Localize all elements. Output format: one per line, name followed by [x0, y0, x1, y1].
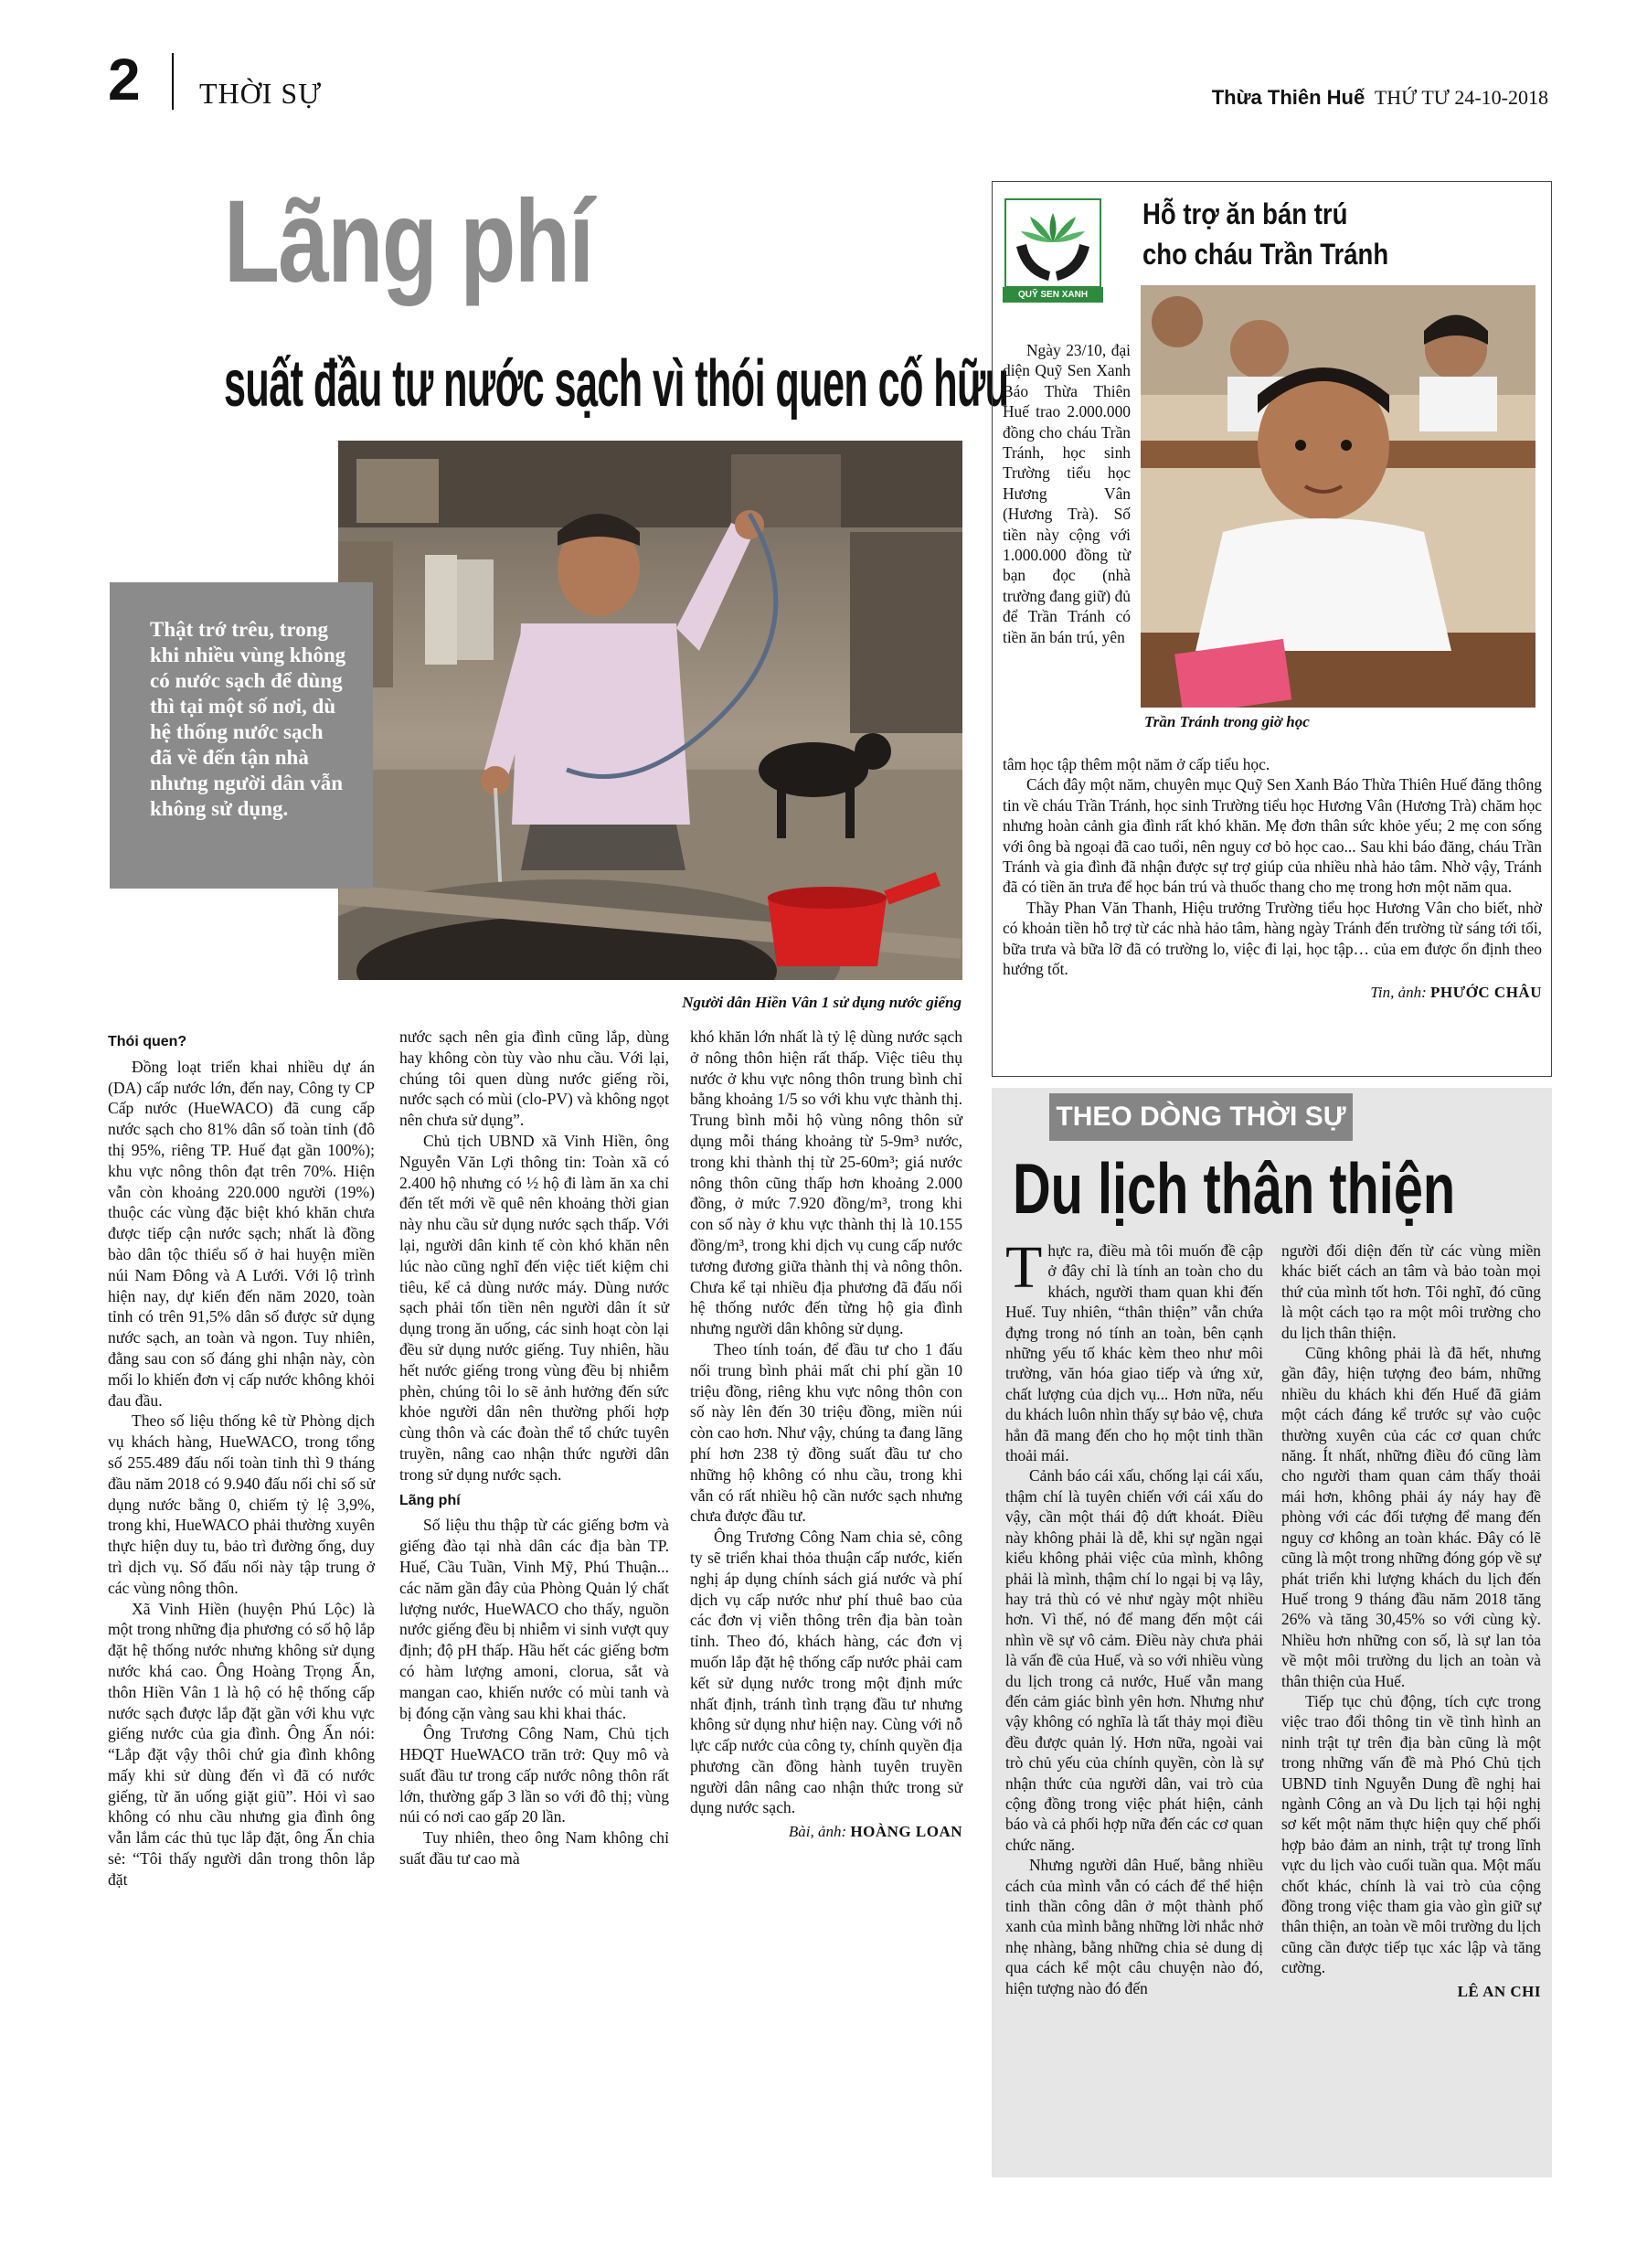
article-paragraph: Theo tính toán, để đầu tư cho 1 đấu nối trung bình phải mất chi phí gần 10 triệu đồng, riêng khu vực nông thôn con số này lên đến 30 triệu đồng, miền núi còn cao hơn. Như vậy, chúng ta đang lãng phí hơn 238 tỷ đồng suất đầu tư cho những hộ không có nhu cầu, trong khi vẫn có rất nhiều hộ cần nước sạch nhưng chưa được đầu tư.: [690, 1339, 962, 1526]
opinion-paragraph: Nhưng người dân Huế, bằng nhiều cách của mình vẫn có cách để thể hiện tinh thần công dân ở một thành phố xanh của mình bằng những lời nhắc nhở nhẹ nhàng, bằng những chia sẻ dung dị qua cách kể một câu chuyện nào đó, hiện tượng nào đó đến: [1005, 1856, 1263, 1997]
main-photo-caption: Người dân Hiền Vân 1 sử dụng nước giếng: [682, 994, 962, 1011]
student-photo-illustration: [1141, 285, 1535, 708]
article-paragraph: Chủ tịch UBND xã Vinh Hiền, ông Nguyễn Văn Lợi thông tin: Toàn xã có 2.400 hộ nhưng có ½ hộ đi làm ăn xa chỉ đến tết mới về quê nên khoảng thời gian này nhu cầu sử dụng nước sạch thấp. Với lại, người dân kinh tế còn khó khăn nên lúc nào cũng nghĩ đến việc tiết kiệm chi tiêu, kể cả dùng nước máy. Dùng nước sạch phải tốn tiền nên người dân ít sử dụng trong ăn uống, các sinh hoạt còn lại đều sử dụng nước giếng. Tuy nhiên, hầu hết nước giếng trong vùng đều bị nhiễm phèn, chúng tôi lo sẽ ảnh hưởng đến sức khỏe người dân nên thường phối hợp cùng thôn và các đoàn thể tổ chức tuyên truyền, nâng cao nhận thức người dân trong sử dụng nước sạch.: [399, 1131, 669, 1484]
opinion-label: THEO DÒNG THỜI SỰ: [1049, 1093, 1353, 1141]
charity-paragraph-narrow: Ngày 23/10, đại diện Quỹ Sen Xanh Báo Thừa Thiên Huế trao 2.000.000 đồng cho cháu Trần Tránh, học sinh Trường tiểu học Hương Vân (Hương Trà). Số tiền này cộng với 1.000.000 đồng từ bạn đọc (nhà trường đang giữ) đủ để Trần Tránh có tiền ăn bán trú, yên: [1003, 341, 1131, 646]
article-paragraph: Xã Vinh Hiền (huyện Phú Lộc) là một trong những địa phương có số hộ lắp đặt hệ thống nước nhưng không sử dụng nước khá cao. Ông Hoàng Trọng Ẩn, thôn Hiền Vân 1 là hộ có hệ thống cấp nước sạch được lắp đặt gần với khu vực giếng nước của gia đình. Ông Ẩn nói: “Lắp đặt vậy thôi chứ gia đình không mấy khi sử dùng đến vì đã có nước giếng, từ ăn uống giặt giũ”. Hỏi vì sao không có nhu cầu nhưng gia đình ông vẫn lắm các thủ tục lắp đặt, ông Ẩn chia sẻ: “Tôi thấy người dân trong thôn lắp đặt: [108, 1599, 375, 1889]
article-paragraph: khó khăn lớn nhất là tỷ lệ dùng nước sạch ở nông thôn hiện rất thấp. Việc tiêu thụ nước ở khu vực nông thôn trung bình chỉ bằng khoảng 1/5 so với khu vực thành thị. Trung bình mỗi hộ vùng nông thôn sử dụng mỗi tháng khoảng từ 5-9m³ nước, trong khi thành thị từ 25-60m³; giá nước nông thôn cũng thấp hơn khoảng 2.000 đồng, ở mức 7.920 đồng/m³, trong khi con số này ở khu vực thành thị là 10.155 đồng/m³, trong khi dịch vụ cung cấp nước tương đương giữa thành thị và nông thôn. Chưa kể tại nhiều địa phương đã đấu nối hệ thống nước đến từng hộ gia đình nhưng người dân không sử dụng.: [690, 1028, 962, 1338]
opinion-title: Du lịch thân thiện: [1013, 1148, 1456, 1229]
author-name: HOÀNG LOAN: [850, 1823, 962, 1841]
article-paragraph: Theo số liệu thống kê từ Phòng dịch vụ khách hàng, HueWACO, trong tổng số 255.489 đấu nối toàn tỉnh thì 9 tháng đầu năm 2018 có 9.940 đấu nối chỉ số sử dụng nước bằng 0, chiếm tỷ lệ 3,9%, trong khi, HueWACO phải thường xuyên thực hiện duy tu, bảo trì đường ống, duy trì dịch vụ. Số đấu nối này tập trung ở các vùng nông thôn.: [108, 1411, 375, 1597]
opinion-paragraph: người đối diện đến từ các vùng miền khác biết cách an tâm và bảo toàn mọi thứ của mình tốt hơn. Tôi nghĩ, đó cũng là một cách tạo ra một môi trường cho du lịch thân thiện.: [1281, 1241, 1541, 1342]
article-column-1: [108, 1027, 375, 1890]
article-paragraph: Số liệu thu thập từ các giếng bơm và giếng đào tại nhà dân các địa bàn TP. Huế, Cầu Tuần, Vinh Mỹ, Phú Thuận... các năm gần đây của Phòng Quản lý chất lượng nước, HueWACO cho thấy, nguồn nước giếng đều bị nhiễm vi sinh vượt quy định; độ pH thấp. Hầu hết các giếng bơm có hàm lượng amoni, clorua, sắt và mangan cao, khiến nước có mùi tanh và bị đóng cặn vàng sau khi khai thác.: [399, 1516, 669, 1722]
well-photo: [338, 441, 962, 980]
paper-info: [1212, 86, 1548, 110]
section-name: THỜI SỰ: [199, 77, 323, 110]
student-photo: [1141, 285, 1535, 708]
student-photo-caption: Trần Tránh trong giờ học: [1144, 713, 1310, 730]
opinion-author: LÊ AN CHI: [1457, 1982, 1541, 2000]
article-column-3: [690, 1027, 962, 1843]
charity-paragraph: Thầy Phan Văn Thanh, Hiệu trưởng Trường tiểu học Hương Vân cho biết, nhờ có khoản tiền hỗ trợ từ các nhà hảo tâm, hàng ngày Tránh đến trường từ sáng tới tối, bữa trưa và bữa lỡ đã có trường lo, việc đi lại, học tập… của em được ổn định theo hướng tốt.: [1003, 898, 1542, 979]
opinion-paragraph: Cũng không phải là đã hết, nhưng gần đây, hiện tượng đeo bám, những nhiều du khách khi đến Huế đã giảm một cách đáng kể trước sự vào cuộc thường xuyên của các cơ quan chức năng. Ít nhất, những điều đó cũng làm cho người tham quan cảm thấy thoải mái hơn, không phải áy náy hay đề phòng với các đối tượng để mang đến nguy cơ không an toàn khác. Đây có lẽ cũng là một trong những đóng góp về sự phát triển khi lượng khách du lịch đến Huế trong 9 tháng đầu năm 2018 tăng 26% và tăng 30,45% so với cùng kỳ. Nhiều hơn những con số, là sự lan tỏa về một môi trường du lịch an toàn và thân thiện của Huế.: [1281, 1344, 1541, 1690]
article-paragraph: nước sạch nên gia đình cũng lắp, dùng hay không còn tùy vào nhu cầu. Với lại, chúng tôi quen dùng nước giếng rồi, nước sạch có mùi (clo-PV) và không ngọt nên chưa sử dụng”.: [399, 1028, 669, 1130]
opinion-byline: [1281, 1982, 1541, 2002]
opinion-paragraph: Tiếp tục chủ động, tích cực trong việc trao đổi thông tin về tình hình an ninh trật tự trên địa bàn cũng là một trong những vấn đề mà Phó Chủ tịch UBND tỉnh Nguyễn Dung đề nghị hai ngành Công an và Du lịch tại hội nghị sơ kết một năm thực hiện quy chế phối hợp bảo đảm an ninh, trật tự trong lĩnh vực du lịch vào cuối tuần qua. Một mấu chốt khác, chính là vai trò của cộng đồng trong việc tham gia vào gìn giữ sự thân thiện, an toàn về môi trường du lịch cũng cần được tiếp tục xác lập và tăng cường.: [1281, 1691, 1541, 1977]
header-divider: [172, 53, 174, 110]
well-photo-illustration: [338, 441, 962, 980]
charity-text: [1003, 754, 1542, 1004]
article-paragraph: Ông Trương Công Nam, Chủ tịch HĐQT HueWACO trăn trở: Quy mô và suất đầu tư trong cấp nước nông thôn rất lớn, thường gấp 3 lần so với đô thị; vùng núi có nơi cao gấp 20 lần.: [399, 1724, 669, 1826]
article-column-2: [399, 1027, 669, 1869]
charity-paragraph: tâm học tập thêm một năm ở cấp tiểu học.: [1003, 755, 1270, 773]
charity-byline: Tin, ảnh: PHƯỚC CHÂU: [1370, 984, 1542, 1002]
lotus-logo: [1003, 197, 1103, 303]
dropcap: T: [1005, 1234, 1043, 1301]
subheading-thoi-quen: Thói quen?: [108, 1034, 187, 1049]
charity-paragraph: Cách đây một năm, chuyên mục Quỹ Sen Xanh Báo Thừa Thiên Huế đăng thông tin về cháu Trần Tránh, học sinh Trường tiểu học Hương Vân (Hương Trà) chăm học nhưng hoàn cảnh gia đình rất khó khăn. Mẹ đơn thân sức khỏe yếu; 2 mẹ con sống với ông bà ngoại đã cao tuổi, nên nguy cơ bỏ học cao... Sau khi báo đăng, cháu Trần Tránh và gia đình đã nhận được sự trợ giúp của nhiều nhà hảo tâm. Nhờ vậy, Tránh đã có tiền ăn trưa để học bán trú và thuốc thang cho mẹ trong hơn một năm qua.: [1003, 775, 1542, 897]
article-paragraph: Ông Trương Công Nam chia sẻ, công ty sẽ triển khai thỏa thuận cấp nước, kiến nghị áp dụng chính sách giá nước và phí dịch vụ cấp nước như phí thuê bao của các đơn vị viễn thông trên địa bàn toàn tỉnh. Theo đó, khách hàng, các đơn vị muốn lắp đặt hệ thống cấp nước phải cam kết sử dụng nước trong một định mức nhất định, tránh tình trạng đầu tư nhưng không sử dụng như hiện nay. Cùng với nỗ lực cấp nước của công ty, chính quyền địa phương cần đồng hành tuyên truyền người dân nâng cao nhận thức trong sử dụng nước sạch.: [690, 1528, 962, 1817]
charity-title: Hỗ trợ ăn bán trú cho cháu Trần Tránh: [1142, 197, 1389, 271]
article-paragraph: Đồng loạt triển khai nhiều dự án (DA) cấp nước lớn, đến nay, Công ty CP Cấp nước (HueWACO) đã cung cấp nước sạch cho 81% dân số toàn tỉnh (đô thị 95%, riêng TP. Huế đạt gần 100%); khu vực nông thôn đạt trên 70%. Hiện vẫn còn khoảng 220.000 người (19%) thuộc các vùng đặc biệt khó khăn chưa được tiếp cận nước sạch; nhất là đồng bào dân tộc thiểu số ở hai huyện miền núi Nam Đông và A Lưới. Với lộ trình hiện nay, dự kiến đến năm 2020, toàn tỉnh có trên 91,5% dân số được sử dụng nước sạch, an toàn và ngon. Tuy nhiên, đằng sau con số đáng ghi nhận này, còn mối lo khiến đơn vị cấp nước không khỏi đau đầu.: [108, 1057, 375, 1410]
opinion-paragraph: Cảnh báo cái xấu, chống lại cái xấu, thậm chí là tuyên chiến với cái xấu do vậy, cần một thái độ dứt khoát. Điều này không phải là dễ, khi sự ngần ngại kiểu không phải việc của mình, không phải là mình, thậm chí lo ngại bị vạ lây, hay trả thù có vẻ như ngày một nhiều hơn. Vì thế, nó để mang đến một cái nhìn về sự vô cảm. Điều này chưa phải là vấn đề của Huế, và so với nhiều vùng du lịch trong cả nước, Huế vẫn mang đến cảm giác bình yên hơn. Nhưng như vậy không có nghĩa là tất thảy mọi điều đều được quản lý. Hơn nữa, ngoài vai trò chủ yếu của chính quyền, còn là sự nhận thức của người dân, vai trò của cộng đồng trong việc phát hiện, cảnh báo và cả phối hợp nữa đến các cơ quan chức năng.: [1005, 1466, 1263, 1854]
paper-name: Thừa Thiên Huế: [1211, 86, 1365, 109]
issue-date: THỨ TƯ 24-10-2018: [1374, 86, 1548, 109]
page-number: 2: [108, 47, 141, 112]
charity-author: PHƯỚC CHÂU: [1430, 984, 1542, 1002]
article-paragraph: Tuy nhiên, theo ông Nam không chỉ suất đầu tư cao mà: [399, 1828, 669, 1869]
subheading-lang-phi: Lãng phí: [399, 1492, 461, 1508]
opinion-column-2: [1281, 1240, 1541, 2002]
logo-text: QUỸ SEN XANH: [1017, 290, 1089, 300]
main-headline: Lãng phí: [224, 176, 593, 307]
opinion-paragraph: hực ra, điều mà tôi muốn đề cập ở đây chỉ là tính an toàn cho du khách, người tham quan khi đến Huế. Tuy nhiên, “thân thiện” vẫn chứa đựng trong nó tính an toàn, bên cạnh những yếu tố khác kèm theo như môi trường, văn hóa giao tiếp và ứng xử, chất lượng của dịch vụ... Hơn nữa, nếu du khách luôn nhìn thấy sự bảo vệ, chưa hẳn đã mang đến cho họ một tinh thần thoải mái.: [1005, 1241, 1263, 1465]
article-byline: Bài, ảnh: HOÀNG LOAN: [788, 1823, 962, 1841]
main-subheadline: suất đầu tư nước sạch vì thói quen cố hữu: [224, 347, 1009, 421]
opinion-column-1: [1005, 1234, 1263, 1998]
pullquote-box: Thật trớ trêu, trong khi nhiều vùng không có nước sạch để dùng thì tại một số nơi, dù hệ thống nước sạch đã về đến tận nhà nhưng người dân vẫn không sử dụng.: [110, 582, 373, 889]
